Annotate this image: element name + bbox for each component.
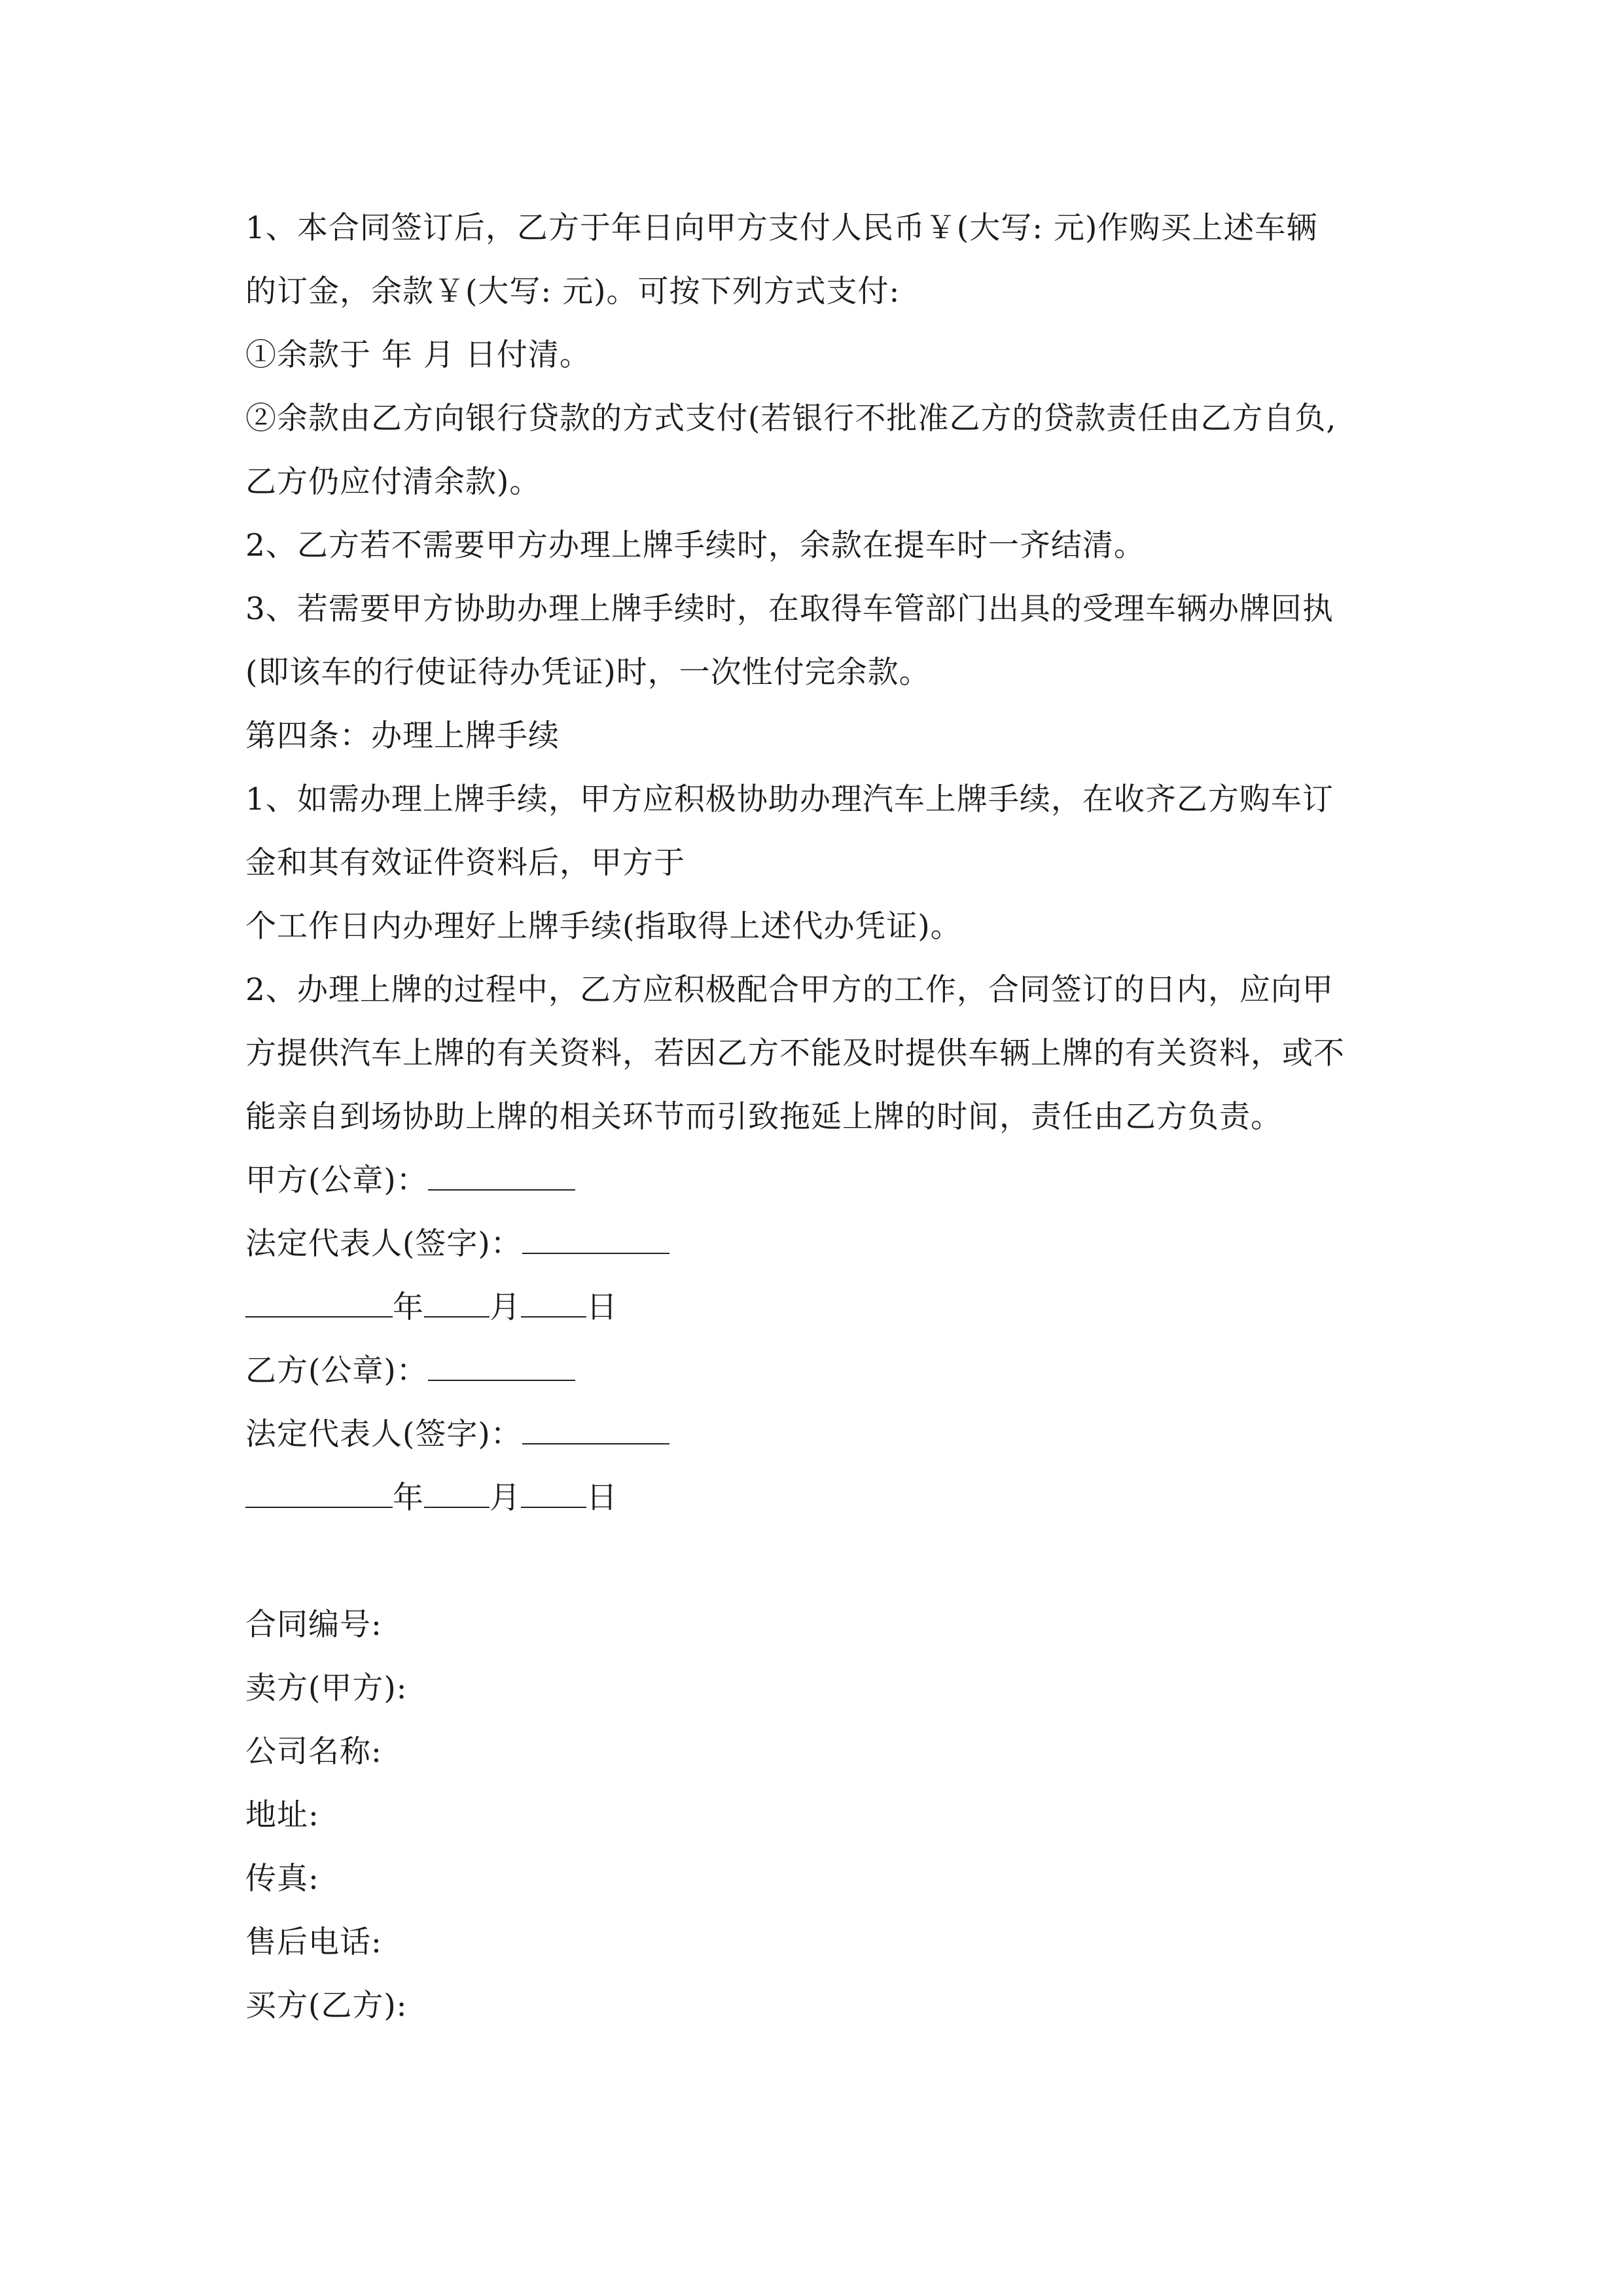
section-spacer: [245, 1530, 1384, 1593]
payment-option-2-line-1: ②余款由乙方向银行贷款的方式支付(若银行不批准乙方的贷款责任由乙方自负,: [245, 401, 1337, 437]
party-b-month-label: 月: [490, 1480, 521, 1516]
party-a-seal-row: [245, 1149, 1384, 1212]
party-b-day-label: 日: [586, 1480, 618, 1516]
payment-item-1-line-2: 的订金，余款￥(大写: 元)。可按下列方式支付:: [245, 274, 901, 310]
payment-item-3-line-2: (即该车的行使证待办凭证)时，一次性付完余款。: [245, 655, 931, 691]
party-b-seal-blank: [428, 1354, 575, 1381]
party-a-date-row: [245, 1276, 1384, 1339]
party-a-seal-label: 甲方(公章)：: [245, 1162, 428, 1198]
company-name-label: 公司名称:: [245, 1734, 382, 1770]
payment-option-2-line-2: 乙方仍应付清余款)。: [245, 464, 541, 500]
party-b-month-blank: [424, 1480, 490, 1508]
party-b-rep-label: 法定代表人(签字)：: [245, 1416, 522, 1452]
document-body: [245, 196, 1384, 2037]
payment-item-2: 2、乙方若不需要甲方办理上牌手续时，余款在提车时一齐结清。: [245, 528, 1145, 564]
payment-option-1: ①余款于 年 月 日付清。: [245, 337, 591, 373]
article-4-item-1-line-2: 金和其有效证件资料后，甲方于: [245, 845, 685, 881]
party-a-year-blank: [245, 1290, 393, 1318]
party-a-month-label: 月: [490, 1289, 521, 1325]
party-a-seal-blank: [428, 1163, 575, 1191]
party-a-rep-label: 法定代表人(签字)：: [245, 1226, 522, 1262]
article-4-item-2-line-1: 2、办理上牌的过程中，乙方应积极配合甲方的工作，合同签订的日内，应向甲: [245, 972, 1334, 1008]
party-b-seal-label: 乙方(公章)：: [245, 1353, 428, 1389]
party-a-month-blank: [424, 1290, 490, 1318]
fax-label: 传真:: [245, 1861, 319, 1897]
article-4-item-1-line-1: 1、如需办理上牌手续，甲方应积极协助办理汽车上牌手续，在收齐乙方购车订: [245, 781, 1334, 817]
payment-item-1-line-1: 1、本合同签订后，乙方于年日向甲方支付人民币￥(大写: 元)作购买上述车辆: [245, 210, 1318, 246]
party-b-year-label: 年: [393, 1480, 424, 1516]
party-b-rep-blank: [522, 1417, 669, 1444]
party-a-year-label: 年: [393, 1289, 424, 1325]
address-label: 地址:: [245, 1797, 319, 1833]
contract-number-label: 合同编号:: [245, 1607, 382, 1643]
article-4-item-2-line-3: 能亲自到场协助上牌的相关环节而引致拖延上牌的时间，责任由乙方负责。: [245, 1099, 1282, 1135]
seller-label: 卖方(甲方):: [245, 1670, 408, 1706]
party-a-day-label: 日: [586, 1289, 618, 1325]
article-4-item-1-line-3: 个工作日内办理好上牌手续(指取得上述代办凭证)。: [245, 908, 962, 944]
party-a-day-blank: [521, 1290, 586, 1318]
party-a-rep-row: [245, 1212, 1384, 1276]
buyer-label: 买方(乙方):: [245, 1988, 408, 2024]
party-b-day-blank: [521, 1480, 586, 1508]
aftersales-phone-label: 售后电话:: [245, 1924, 382, 1960]
article-4-heading: 第四条：办理上牌手续: [245, 718, 560, 754]
party-a-rep-blank: [522, 1227, 669, 1254]
party-b-year-blank: [245, 1480, 393, 1508]
party-b-rep-row: [245, 1403, 1384, 1466]
article-4-item-2-line-2: 方提供汽车上牌的有关资料，若因乙方不能及时提供车辆上牌的有关资料，或不: [245, 1035, 1345, 1071]
party-b-date-row: [245, 1466, 1384, 1530]
party-b-seal-row: [245, 1339, 1384, 1403]
payment-item-3-line-1: 3、若需要甲方协助办理上牌手续时，在取得车管部门出具的受理车辆办牌回执: [245, 591, 1334, 627]
